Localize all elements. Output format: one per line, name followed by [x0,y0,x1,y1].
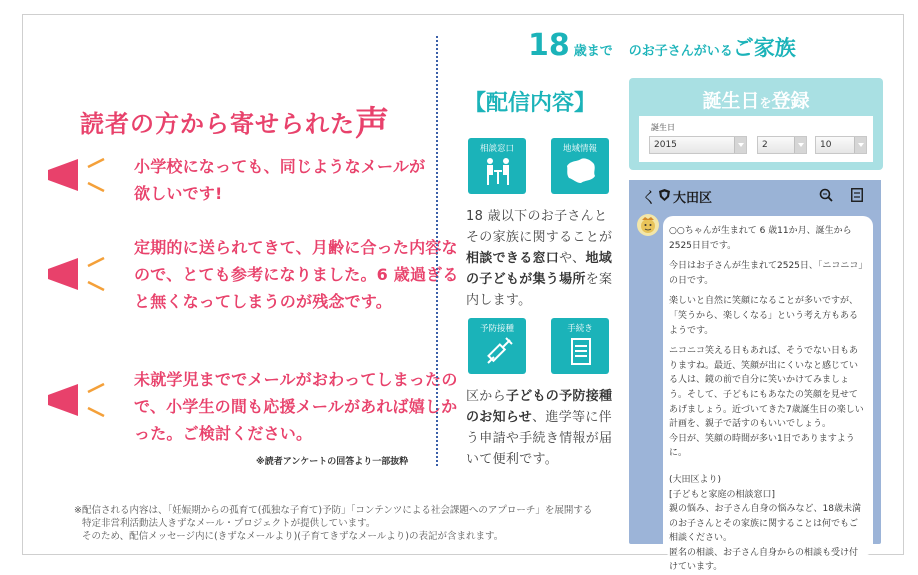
message-text: [子どもと家庭の相談窓口] [669,489,776,500]
year-select[interactable] [649,136,747,154]
desc-highlight: 地域の子どもが集う場所 [466,251,613,287]
avatar [637,214,659,236]
footnote-line: そのため、配信メッセージ内に(きずなメールより)(子育てきずなメールより)の表記が含まれます。 [82,531,504,542]
document-icon [565,336,597,368]
register-form [639,116,873,162]
message-text: 匿名の相談、お子さん自身からの相談も受け付けています。 [669,547,859,573]
chat-message-bubble [663,216,873,573]
search-icon[interactable] [819,188,833,202]
message-text: 今日が、笑顔の時間が多い1日でありますように。 [669,433,855,459]
hero-family: ご家族 [732,36,796,60]
day-value: 10 [820,140,832,150]
hero-suffix: 歳まで [573,44,613,59]
message-text: 楽しいと自然に笑顔になることが多いですが、「笑うから、楽しくなる」という考え方もあるようです。 [669,296,859,336]
hero-suffix: のお子さんがいる [628,44,733,59]
service-label: 地域情報 [562,144,597,154]
dotted-divider [436,36,438,466]
message-text: 今日はお子さんが生まれて2525日、「ニコニコ」の日です。 [669,261,863,286]
footnote-line: ※配信される内容は、「妊娠期からの孤育て(孤独な子育て)予防」「コンテンツによる社会課題へのアプローチ」を展開する [74,505,593,516]
service-vaccination [468,318,526,374]
megaphone-icon [48,155,114,195]
chevron-down-icon [734,137,746,153]
map-icon [565,156,597,186]
desc-highlight: 子どもの予防接種のお知らせ [466,389,613,425]
birthday-register-panel [629,78,883,170]
service-label: 相談窓口 [479,144,514,154]
service-description [466,206,616,311]
voices-heading-text: 読者の方から寄せられた [80,110,355,138]
desc-text: 18 歳以下のお子さんとその家族に関することが [466,209,613,245]
desc-text: を案内します。 [466,272,613,308]
month-select[interactable] [757,136,807,154]
birthday-field-label: 誕生日 [651,123,675,132]
menu-icon[interactable] [851,188,863,202]
service-description [466,386,616,470]
chat-account-name: 大田区 [673,191,713,206]
month-value: 2 [762,140,768,150]
voices-heading-big: 声 [355,104,390,144]
service-local-info [551,138,609,194]
megaphone-icon [48,254,114,294]
service-counseling [468,138,526,194]
register-title-text: 誕生日 [702,90,760,112]
shield-icon [659,189,670,201]
chevron-down-icon [794,137,806,153]
desc-text: 、進学等に伴う申請や手続き情報が届いて便利です。 [466,410,613,467]
register-title-end: 登録 [771,90,810,112]
voice-text: 未就学児まででメールがおわってしまったので、小学生の間も応援メールがあれば嬉しかった。ご検討ください。 [134,370,458,443]
chevron-down-icon [854,137,866,153]
chat-screen [629,180,881,573]
desc-highlight: 相談できる窓口 [466,251,560,266]
year-value: 2015 [654,140,677,150]
mascot-icon [637,214,659,236]
voice-text: 定期的に送られてきて、月齢に合った内容なので、とても参考になりました。6 歳過ぎると無くなってしまうのが残念です。 [134,238,459,311]
service-label: 予防接種 [479,324,514,334]
message-text: ニコニコ笑える日もあれば、そうでない日もありますね。最近、笑顔が出にくいなと感じている人は、鏡の前で自分に笑いかけてみましょう。そして、子どもにもあなたの笑顔を見せてあげましょう。近づいてきた7歳誕生日の楽しい計画を、親子で話すのもいいでしょう。 [669,346,864,430]
service-label: 手続き [567,324,593,334]
chat-header [629,180,881,210]
footnote [74,504,634,543]
voices-heading [80,96,390,145]
footnote-line: 特定非営利活動法人きずなメール・プロジェクトが提供しています。 [82,518,376,529]
register-title [629,86,883,113]
desc-text: 区から [466,389,506,404]
hero-age: 18 [528,28,570,63]
desc-text: や、 [559,251,586,266]
message-text: ○○ちゃんが生まれて 6 歳11か月、誕生から2525日目です。 [669,226,852,251]
day-select[interactable] [815,136,867,154]
message-text: (大田区より) [669,474,722,485]
message-text: 親の悩み、お子さん自身の悩みなど、18歳未満のお子さんとその家族に関することは何でもご相談ください。 [669,504,861,544]
voice-text: 小学校になっても、同じようなメールが欲しいです! [134,157,426,203]
syringe-icon [482,336,514,368]
delivery-heading: 【配信内容】 [464,91,597,116]
counseling-icon [482,156,514,188]
hero-heading [528,28,796,63]
register-title-small: を [759,96,772,110]
survey-excerpt-note: ※読者アンケートの回答より一部抜粋 [256,457,409,467]
back-button[interactable]: く [641,188,658,207]
service-procedures [551,318,609,374]
megaphone-icon [48,380,114,420]
